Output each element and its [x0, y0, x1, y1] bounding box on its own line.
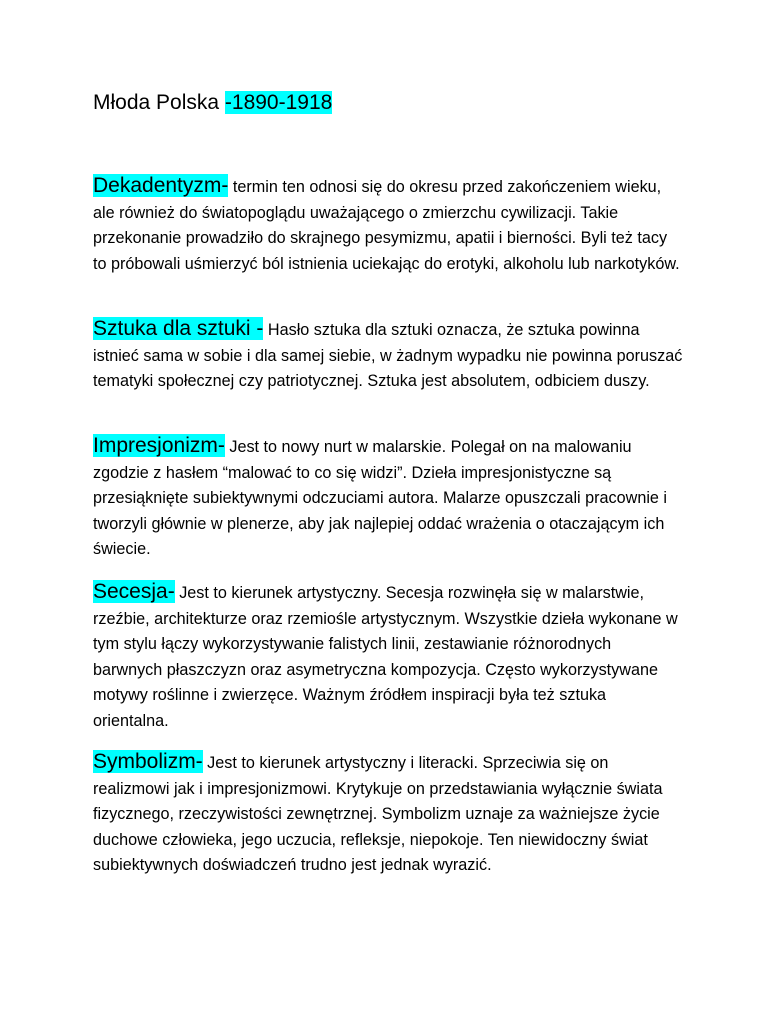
page-title	[93, 88, 332, 118]
entry-text: Jest to kierunek artystyczny. Secesja rozwinęła się w malarstwie, rzeźbie, architekturze oraz rzemiośle artystycznym. Wszystkie dzieła wykonane w tym stylu łączy wykorzystywanie falistych linii, zestawianie różnorodnych barwnych płaszczyzn oraz asymetryczna kompozycja. Często wykorzystywane motywy roślinne i zwierzęce. Ważnym źródłem inspiracji była też sztuka orientalna.	[93, 584, 678, 730]
entry-text: Jest to kierunek artystyczny i literacki. Sprzeciwia się on realizmowi jak i impresjonizmowi. Krytykuje on przedstawiania wyłącznie świata fizycznego, rzeczywistości zewnętrznej. Symbolizm uznaje za ważniejsze życie duchowe człowieka, jego uczucia, refleksje, niepokoje. Ten niewidoczny świat subiektywnych doświadczeń trudno jest jednak wyrazić.	[93, 754, 663, 874]
entry-text: Hasło sztuka dla sztuki oznacza, że sztuka powinna istnieć sama w sobie i dla samej siebie, w żadnym wypadku nie powinna poruszać tematyki społecznej czy patriotycznej. Sztuka jest absolutem, odbiciem duszy.	[93, 321, 683, 390]
entry-term: Sztuka dla sztuki -	[93, 317, 264, 340]
entry-dekadentyzm	[93, 173, 683, 277]
entry-term: Impresjonizm-	[93, 434, 225, 457]
entry-text: Jest to nowy nurt w malarskie. Polegał on na malowaniu zgodzie z hasłem “malować to co się widzi”. Dzieła impresjonistyczne są przesiąknięte subiektywnymi odczuciami autora. Malarze opuszczali pracownie i tworzyli głównie w plenerze, aby jak najlepiej oddać wrażenia o otaczającym ich świecie.	[93, 438, 668, 558]
entry-secesja	[93, 579, 683, 734]
entry-symbolizm	[93, 749, 683, 879]
title-dates-highlight: -1890-1918	[224, 91, 333, 114]
entry-term: Dekadentyzm-	[93, 174, 229, 197]
entry-impresjonizm	[93, 433, 683, 563]
entry-sztuka-dla-sztuki	[93, 316, 683, 395]
entry-term: Secesja-	[93, 580, 175, 603]
entry-text: termin ten odnosi się do okresu przed zakończeniem wieku, ale również do światopoglądu uważającego o zmierzchu cywilizacji. Takie przekonanie prowadziło do skrajnego pesymizmu, apatii i bierności. Byli też tacy to próbowali uśmierzyć ból istnienia uciekając do erotyki, alkoholu lub narkotyków.	[93, 178, 680, 273]
entry-term: Symbolizm-	[93, 750, 203, 773]
title-text: Młoda Polska	[93, 91, 225, 114]
